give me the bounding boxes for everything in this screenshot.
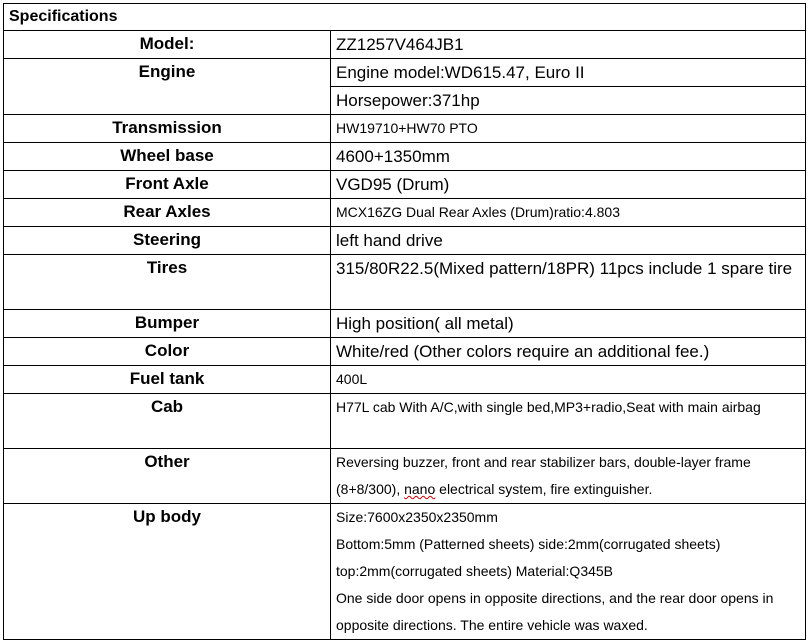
spec-value-fuel-tank: 400L	[331, 366, 806, 394]
specifications-table	[3, 3, 806, 640]
spec-value-color: White/red (Other colors require an additional fee.)	[331, 338, 806, 366]
spec-label-engine: Engine	[4, 59, 331, 115]
spec-value-up-body-material: Bottom:5mm (Patterned sheets) side:2mm(corrugated sheets) top:2mm(corrugated sheets) Material:Q345B	[336, 536, 721, 579]
spec-row-transmission	[4, 115, 806, 143]
spec-label-wheel-base: Wheel base	[4, 143, 331, 171]
spec-label-tires: Tires	[4, 255, 331, 310]
spec-row-front-axle	[4, 171, 806, 199]
spec-label-up-body: Up body	[4, 504, 331, 640]
spec-value-other	[331, 449, 806, 504]
spec-value-bumper: High position( all metal)	[331, 310, 806, 338]
spec-value-rear-axles: MCX16ZG Dual Rear Axles (Drum)ratio:4.803	[331, 199, 806, 227]
spec-label-cab: Cab	[4, 394, 331, 449]
table-title: Specifications	[4, 4, 806, 31]
spec-value-wheel-base: 4600+1350mm	[331, 143, 806, 171]
spec-label-color: Color	[4, 338, 331, 366]
spec-row-rear-axles	[4, 199, 806, 227]
spec-value-front-axle: VGD95 (Drum)	[331, 171, 806, 199]
spec-label-steering: Steering	[4, 227, 331, 255]
spec-value-engine-model: Engine model:WD615.47, Euro II	[331, 59, 806, 87]
spec-row-engine-1	[4, 59, 806, 87]
spec-value-other-text-1: Reversing buzzer, front and rear stabilizer bars, double-layer frame (8+8/300),	[336, 454, 751, 497]
spec-value-up-body-doors: One side door opens in opposite directions, and the rear door opens in opposite directions. The entire vehicle was waxed.	[336, 590, 774, 633]
spec-value-tires: 315/80R22.5(Mixed pattern/18PR) 11pcs include 1 spare tire	[331, 255, 806, 310]
spec-row-model	[4, 31, 806, 59]
spec-value-up-body-size: Size:7600x2350x2350mm	[336, 509, 498, 525]
spec-value-horsepower: Horsepower:371hp	[331, 87, 806, 115]
spec-value-model: ZZ1257V464JB1	[331, 31, 806, 59]
spec-row-tires	[4, 255, 806, 310]
spec-label-fuel-tank: Fuel tank	[4, 366, 331, 394]
spec-value-transmission: HW19710+HW70 PTO	[331, 115, 806, 143]
spec-row-fuel-tank	[4, 366, 806, 394]
spec-row-color	[4, 338, 806, 366]
spec-row-cab	[4, 394, 806, 449]
table-header-row	[4, 4, 806, 31]
spec-label-other: Other	[4, 449, 331, 504]
spec-value-up-body	[331, 504, 806, 640]
spec-label-model: Model:	[4, 31, 331, 59]
spec-row-steering	[4, 227, 806, 255]
spec-label-rear-axles: Rear Axles	[4, 199, 331, 227]
spec-value-cab: H77L cab With A/C,with single bed,MP3+radio,Seat with main airbag	[331, 394, 806, 449]
spec-row-bumper	[4, 310, 806, 338]
spec-value-other-nano: nano	[404, 481, 436, 497]
spec-row-up-body	[4, 504, 806, 640]
spec-label-bumper: Bumper	[4, 310, 331, 338]
spec-label-front-axle: Front Axle	[4, 171, 331, 199]
spec-value-steering: left hand drive	[331, 227, 806, 255]
spec-row-wheel-base	[4, 143, 806, 171]
spec-row-other	[4, 449, 806, 504]
spec-label-transmission: Transmission	[4, 115, 331, 143]
spec-value-other-text-2: electrical system, fire extinguisher.	[435, 481, 653, 497]
